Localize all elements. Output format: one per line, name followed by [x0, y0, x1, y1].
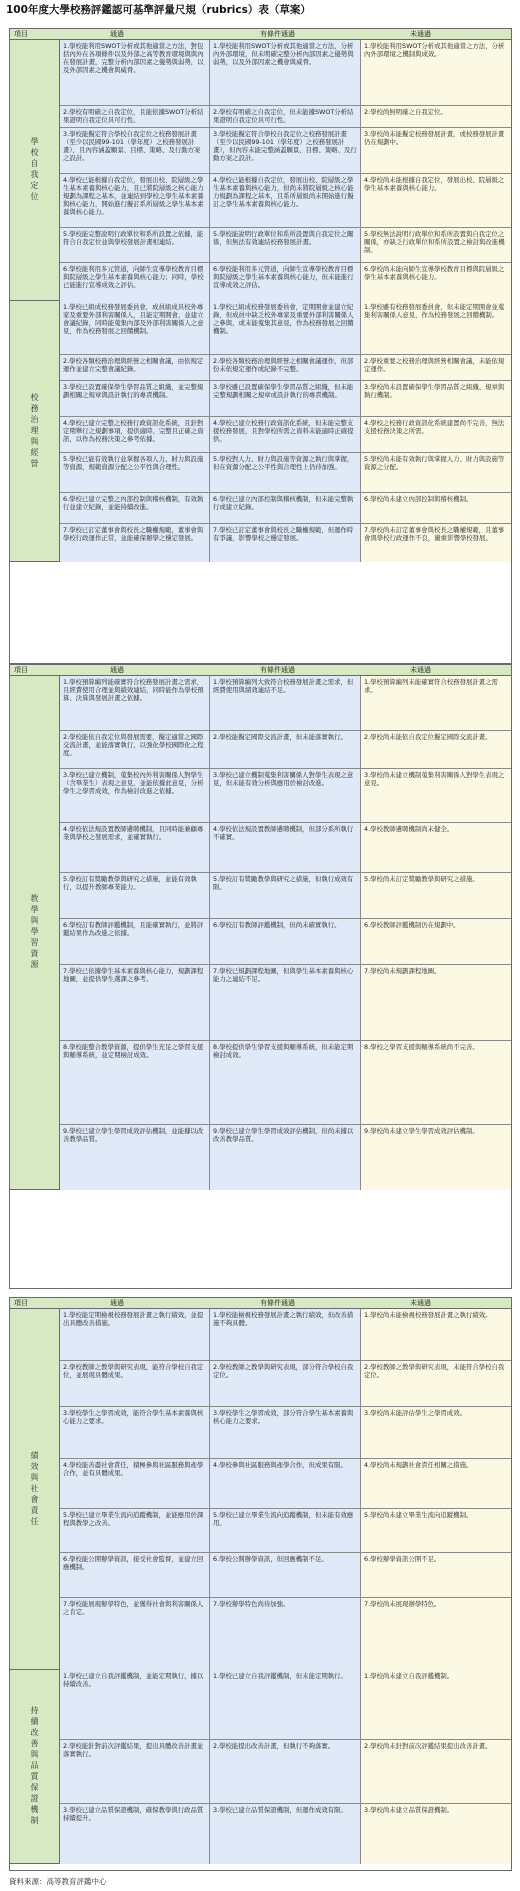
criterion-conditional: 5.學校對人力、財力與設施等資源之執行與掌握，但在資源分配之公平性與合理性上仍待加強。	[210, 453, 361, 492]
criterion-conditional: 6.學校訂有教師評鑑機制，但尚未確實執行。	[210, 919, 361, 964]
criterion-conditional: 1.學校已建立自我評鑑機制，但未能定期執行。	[210, 1670, 361, 1739]
criterion-pass: 2.學校各類校務治理與經營之相關會議，由依規定運作並建立完整會議紀錄。	[60, 355, 210, 380]
criterion-fail: 4.學校之校務行政資訊化系統建置尚不完善，無法支援校務決策之所需。	[361, 417, 511, 452]
criterion-conditional: 4.學校已建立校務行政資訊化系統，但未能完整支援校務發展，且對學校所需之資料未能適時正確提供。	[210, 417, 361, 452]
criterion-conditional: 4.學校依法規設置教師遴聘機制，但部分系所執行不確實。	[210, 823, 361, 872]
rubric-row	[60, 493, 511, 524]
criterion-pass: 3.學校已設置確保學生學習品質之組織，並完整規劃相關之規章與設計執行的專責機制。	[60, 381, 210, 416]
criterion-conditional: 3.學校已建立機制蒐集利害關係人對學生表現之意見，但未能有效分析與應用於檢討改進。	[210, 769, 361, 822]
criterion-conditional: 2.學校能擬定國際交流計畫，但未能落實執行。	[210, 731, 361, 768]
rubric-section	[10, 40, 511, 301]
header-item: 項目	[14, 666, 28, 674]
criterion-conditional: 2.學校有明確之自我定位，但未能據SWOT分析結果證明自我定位具可行性。	[210, 106, 361, 127]
criterion-conditional: 2.學校能提出改善計畫，但執行不夠落實。	[210, 1740, 361, 1803]
criterion-conditional: 5.學校訂有獎勵教學與研究之措施，但執行成效有限。	[210, 873, 361, 918]
criterion-pass: 3.學校能擬定符合學校自我定位之校務發展計畫（至少以民國99-101（學年度）之校務發展計畫），且內容涵蓋願景、目標、策略、及行動方案之設計。	[60, 128, 210, 173]
criterion-fail: 1.學校尚未能檢視校務發展計畫之執行績效。	[361, 1309, 511, 1360]
rubric-row	[60, 174, 511, 228]
criterion-pass: 1.學校已建立自我評鑑機制，並能定期執行，據以持續改善。	[60, 1670, 210, 1739]
criterion-conditional: 4.學校已能根據自我定位，發展出校、院層級之學生基本素養與核心能力，但尚未將院層級之核心能力規劃為課程之基本，且系所層級尚未開始進行擬訂之學生基本素養與核心能力。	[210, 174, 361, 227]
rubric-row	[60, 301, 511, 355]
rubric-row	[60, 106, 511, 128]
criterion-fail: 6.學校教師評鑑機制仍在規劃中。	[361, 919, 511, 964]
rubric-row	[60, 417, 511, 453]
rubric-block-3	[9, 1297, 512, 1871]
criterion-fail: 7.學校尚未展現辦學特色。	[361, 1598, 511, 1670]
criterion-fail: 6.學校尚未能向師生宣導學校教育目標與院層級之學生基本素養與核心能力。	[361, 263, 511, 301]
rubric-row	[60, 381, 511, 417]
criterion-conditional: 6.學校公開辦學資訊，但回應機制不足。	[210, 1553, 361, 1597]
rubric-row	[60, 1459, 511, 1509]
header-fail: 未通過	[410, 30, 431, 38]
criterion-pass: 4.學校能善盡社會責任，積極參與社區服務與產學合作，並有具體成果。	[60, 1459, 210, 1508]
source-note: 資料來源：高等教育評鑑中心	[9, 1877, 107, 1886]
criterion-conditional: 6.學校已建立內部控制與稽核機制，但未能完整執行或建立紀錄。	[210, 493, 361, 523]
criterion-conditional: 3.學校學生之學習成效，部分符合學生基本素養與核心能力之要求。	[210, 1407, 361, 1458]
page-title: 100年度大學校務評鑑認可基準評量尺規（rubrics）表（草案）	[6, 4, 311, 16]
rubric-row	[60, 1309, 511, 1361]
criterion-fail: 2.學校尚未能依自我定位擬定國際交流計畫。	[361, 731, 511, 768]
rubric-block-1	[9, 28, 512, 664]
rubric-row	[60, 1670, 511, 1740]
rubric-section	[10, 1309, 511, 1670]
criterion-pass: 7.學校已依據學生基本素養與核心能力，規劃課程地圖，並提供學生選課之參考。	[60, 965, 210, 1040]
rubric-row	[60, 228, 511, 263]
criterion-fail: 3.學校尚未能評估學生之學習成效。	[361, 1407, 511, 1458]
criterion-conditional: 6.學校能利用多元管道，向師生宣導學校教育目標與院層級之學生基本素養與核心能力，但未能進行宣導成效之評估。	[210, 263, 361, 301]
criterion-conditional: 7.學校已規劃課程地圖，但與學生基本素養與核心能力之連結不足。	[210, 965, 361, 1040]
criterion-fail: 2.學校尚未針對前次評鑑結果提出改善計畫。	[361, 1740, 511, 1803]
rubric-row	[60, 873, 511, 919]
criterion-pass: 5.學校訂有獎勵教學與研究之措施，並能有效執行，以提升教師專業能力。	[60, 873, 210, 918]
criterion-pass: 3.學校已建立機制，蒐集校內外利害關係人對學生（含畢業生）表現之意見，並能依據此意見，分析學生之學習成效，作為檢討改進之依據。	[60, 769, 210, 822]
criterion-fail: 3.學校尚未能擬定校務發展計畫，或校務發展計畫仍在規劃中。	[361, 128, 511, 173]
criterion-fail: 2.學校重要之校務治理與經營相關會議，未能依規定運作。	[361, 355, 511, 380]
criterion-pass: 4.學校已能根據自我定位，發展出校、院層級之學生基本素養與核心能力，且已將院層級之核心能力規劃為課程之基本，並連結到學校之學生基本素養與核心能力，開始進行擬訂系所層級之學生基本素養與核心能力。	[60, 174, 210, 227]
header-conditional: 有條件通過	[260, 30, 295, 38]
rubric-row	[60, 1553, 511, 1598]
rubric-row	[60, 823, 511, 873]
rubric-row	[60, 1509, 511, 1553]
criterion-conditional: 8.學校提供學生學習支援與輔導系統，但未能定期檢討成效。	[210, 1041, 361, 1124]
header-fail: 未通過	[410, 666, 431, 674]
criterion-pass: 2.學校有明確之自我定位，且能依據SWOT分析結果證明自我定位具可行性。	[60, 106, 210, 127]
criterion-pass: 6.學校已建立完整之內部控制與稽核機制，有效執行並建立紀錄，並能持續改進。	[60, 493, 210, 523]
rubric-row	[60, 1125, 511, 1190]
criterion-fail: 3.學校尚未建立品質保證機制。	[361, 1804, 511, 1864]
criterion-fail: 5.學校尚未能有效執行與掌握人力、財力與設施等資源之分配。	[361, 453, 511, 492]
criterion-conditional: 1.學校能利用SWOT分析或其他適當之方法，分析內外部環境，但未明確完整分析內部因素之優勢與弱勢，以及外部因素之機會與威脅。	[210, 40, 361, 105]
criterion-fail: 3.學校尚未建立機制蒐集利害關係人對學生表現之意見。	[361, 769, 511, 822]
criterion-fail: 1.學校預算編列未能確實符合校務發展計畫之需求。	[361, 676, 511, 730]
criterion-fail: 8.學校之學習支援與輔導系統尚不完善。	[361, 1041, 511, 1124]
header-pass: 通過	[110, 1299, 124, 1307]
criterion-fail: 2.學校尚無明確之自我定位。	[361, 106, 511, 127]
criterion-fail: 1.學校能利用SWOT分析或其他適當之方法，分析內外部環境之機制與成效。	[361, 40, 511, 105]
section-label-text: 教學與學習資源	[30, 894, 39, 971]
criterion-fail: 6.學校尚未建立內部控制與稽核機制。	[361, 493, 511, 523]
rubric-row	[60, 1740, 511, 1804]
criterion-pass: 6.學校能公開辦學資訊，接受社會監督，並建立回應機制。	[60, 1553, 210, 1597]
rubric-row	[60, 676, 511, 731]
criterion-fail: 4.學校教師遴聘機制尚未健全。	[361, 823, 511, 872]
criterion-fail: 3.學校尚未設置確保學生學習品質之組織、規章與執行機制。	[361, 381, 511, 416]
header-conditional: 有條件通過	[260, 1299, 295, 1307]
criterion-fail: 7.學校尚未訂定董事會與校長之職權規範，且董事會與學校行政運作不良，嚴重影響學校發展。	[361, 524, 511, 562]
rubric-row	[60, 1361, 511, 1407]
header-conditional: 有條件通過	[260, 666, 295, 674]
criterion-conditional: 7.學校辦學特色尚待加強。	[210, 1598, 361, 1670]
criterion-pass: 3.學校學生之學習成效，能符合學生基本素養與核心能力之要求。	[60, 1407, 210, 1458]
criterion-pass: 2.學校能針對前次評鑑結果，提出具體改善計畫並落實執行。	[60, 1740, 210, 1803]
criterion-conditional: 1.學校能檢視校務發展計畫之執行績效，但改善措施不夠具體。	[210, 1309, 361, 1360]
criterion-conditional: 1.學校已組成校務發展委員會，定期開會並建立紀錄，但成員中缺乏校外專家及重要外部利害關係人之參與，或未能蒐集其意見，作為校務發展之回饋機制。	[210, 301, 361, 354]
criterion-pass: 4.學校已建立完整之校務行政資訊化系統，且針對定期舉行之規劃事項，提供適時、完整且正確之資訊，以作為校務決策之參考依據。	[60, 417, 210, 452]
criterion-conditional: 2.學校教師之教學與研究表現，部分符合學校自我定位。	[210, 1361, 361, 1406]
section-label-text: 績效與社會責任	[30, 1450, 39, 1528]
criterion-conditional: 3.學校雖已設置確保學生學習品質之組織，但未能完整規劃相關之規章或設計執行的專責機制。	[210, 381, 361, 416]
criterion-conditional: 9.學校已建立學生學習成效評估機制，但尚未據以改善教學品質。	[210, 1125, 361, 1190]
criterion-pass: 7.學校已訂定董事會與校長之職權規範，董事會與學校行政運作正常，並能確保辦學之穩定發展。	[60, 524, 210, 562]
rubric-row	[60, 40, 511, 106]
rubric-row	[60, 1041, 511, 1125]
rubric-row	[60, 263, 511, 301]
header-fail: 未通過	[410, 1299, 431, 1307]
criterion-fail: 1.學校尚未建立自我評鑑機制。	[361, 1670, 511, 1739]
criterion-conditional: 3.學校已建立品質保證機制，但運作成效有限。	[210, 1804, 361, 1864]
criterion-pass: 5.學校已能有效執行並掌握各項人力、財力與設施等資源，規範資源分配之公平性與合理性。	[60, 453, 210, 492]
criterion-pass: 1.學校已組成校務發展委員會，成員組成具校外專家及重要外部利害關係人，且能定期開會，並建立會議紀錄，同時能蒐集內部及外部利害關係人之意見，作為校務發展之回饋機制。	[60, 301, 210, 354]
criterion-fail: 6.學校辦學資訊公開不足。	[361, 1553, 511, 1597]
criterion-pass: 2.學校能依自我定位與發展需要，擬定適當之國際交流計畫，並能落實執行，以強化學校國際化之程度。	[60, 731, 210, 768]
header-pass: 通過	[110, 30, 124, 38]
criterion-conditional: 5.學校能說明行政單位和系所設置與自我定位之關係，但無法有效連結校務發展計畫。	[210, 228, 361, 262]
rubric-row	[60, 919, 511, 965]
criterion-pass: 5.學校已建立畢業生流向追蹤機制，並能應用於課程與教學之改善。	[60, 1509, 210, 1552]
criterion-fail: 4.學校尚未能根據自我定位，發展出校、院層級之學生基本素養與核心能力。	[361, 174, 511, 227]
criterion-fail: 5.學校無法說明行政單位和系所設置與自我定位之關係，亦缺乏行政單位和系所設置之檢討與改進機制。	[361, 228, 511, 262]
section-label	[10, 1309, 60, 1669]
section-label	[10, 676, 60, 1189]
header-item: 項目	[14, 30, 28, 38]
rubric-row	[60, 1407, 511, 1459]
header-item: 項目	[14, 1299, 28, 1307]
criterion-pass: 3.學校已建立品質保證機制，確保教學與行政品質持續提升。	[60, 1804, 210, 1864]
criterion-pass: 2.學校教師之教學與研究表現，能符合學校自我定位，並展現具體成果。	[60, 1361, 210, 1406]
criterion-fail: 9.學校尚未建立學生學習成效評估機制。	[361, 1125, 511, 1190]
section-label	[10, 301, 60, 561]
section-label-text: 校務治理與經營	[30, 392, 39, 470]
rubric-grid	[10, 1309, 511, 1870]
criterion-conditional: 2.學校各類校務治理與經營之相關會議運作，但部份未依規定運作或紀錄不完整。	[210, 355, 361, 380]
criterion-pass: 1.學校能定期檢視校務發展計畫之執行績效，並提出具體改善措施。	[60, 1309, 210, 1360]
section-label-text: 持續改善與品質保證機制	[30, 1706, 39, 1827]
criterion-fail: 5.學校尚未訂定獎勵教學與研究之措施。	[361, 873, 511, 918]
section-label-text: 學校自我定位	[30, 137, 39, 203]
rubric-section	[10, 301, 511, 562]
criterion-conditional: 1.學校預算編列大致符合校務發展計畫之需求，但經費使用與績效連結不足。	[210, 676, 361, 730]
rubric-grid	[10, 676, 511, 1288]
criterion-pass: 8.學校能整合教學資源，提供學生充足之學習支援與輔導系統，並定期檢討成效。	[60, 1041, 210, 1124]
criterion-fail: 4.學校尚未規劃社會責任相關之措施。	[361, 1459, 511, 1508]
table-header	[10, 29, 511, 40]
header-pass: 通過	[110, 666, 124, 674]
criterion-conditional: 5.學校已建立畢業生流向追蹤機制，但未能有效應用。	[210, 1509, 361, 1552]
criterion-conditional: 4.學校參與社區服務與產學合作，但成果有限。	[210, 1459, 361, 1508]
criterion-pass: 6.學校訂有教師評鑑機制，且能確實執行，並將評鑑結果作為改進之依據。	[60, 919, 210, 964]
rubric-row	[60, 453, 511, 493]
criterion-pass: 6.學校能利用多元管道，向師生宣導學校教育目標與院層級之學生基本素養與核心能力；同時，學校已能進行宣導成效之評估。	[60, 263, 210, 301]
criterion-fail: 1.學校雖有校務發展委員會，但未能定期開會並蒐集利害關係人意見，作為校務發展之回饋機制。	[361, 301, 511, 354]
rubric-row	[60, 524, 511, 562]
rubric-row	[60, 355, 511, 381]
rubric-row	[60, 1804, 511, 1864]
criterion-fail: 7.學校尚未規劃課程地圖。	[361, 965, 511, 1040]
criterion-pass: 1.學校預算編列能確實符合校務發展計畫之需求，且經費使用合理並與績效連結，同時能作為學校預算、決算與發展計畫之依據。	[60, 676, 210, 730]
criterion-fail: 2.學校教師之教學與研究表現，未能符合學校自我定位。	[361, 1361, 511, 1406]
rubric-row	[60, 731, 511, 769]
table-header	[10, 665, 511, 676]
rubric-row	[60, 965, 511, 1041]
table-header	[10, 1298, 511, 1309]
rubric-section	[10, 676, 511, 1190]
rubric-row	[60, 128, 511, 174]
rubric-row	[60, 1598, 511, 1670]
rubric-block-2	[9, 664, 512, 1289]
criterion-pass: 9.學校已建立學生學習成效評估機制，並能據以改善教學品質。	[60, 1125, 210, 1190]
section-label	[10, 1670, 60, 1863]
criterion-pass: 7.學校能展現辦學特色，並獲得社會與利害關係人之肯定。	[60, 1598, 210, 1670]
criterion-conditional: 3.學校能擬定符合學校自我定位之校務發展計畫（至少以民國99-101（學年度）之校務發展計畫），但內容未能完整涵蓋願景、目標、策略、及行動方案之設計。	[210, 128, 361, 173]
section-label	[10, 40, 60, 300]
criterion-fail: 5.學校尚未建立畢業生流向追蹤機制。	[361, 1509, 511, 1552]
criterion-pass: 1.學校能利用SWOT分析或其他適當之方法，對包括內外在各項條件以及外部之高等教育環境與與內在發展計畫，完整分析內部因素之優勢與弱勢，以及外部因素之機會與威脅。	[60, 40, 210, 105]
criterion-pass: 4.學校依法規設置教師遴聘機制，且同時能兼顧專業與學校之發展需求，並確實執行。	[60, 823, 210, 872]
rubric-grid	[10, 40, 511, 663]
rubric-row	[60, 769, 511, 823]
rubric-section	[10, 1670, 511, 1864]
criterion-conditional: 7.學校已訂定董事會與校長之職權規範，但運作時有爭議，影響學校之穩定發展。	[210, 524, 361, 562]
criterion-pass: 5.學校能完整說明行政單位和系所設置之依據，能符合自我定位並與學校發展計畫相連結。	[60, 228, 210, 262]
